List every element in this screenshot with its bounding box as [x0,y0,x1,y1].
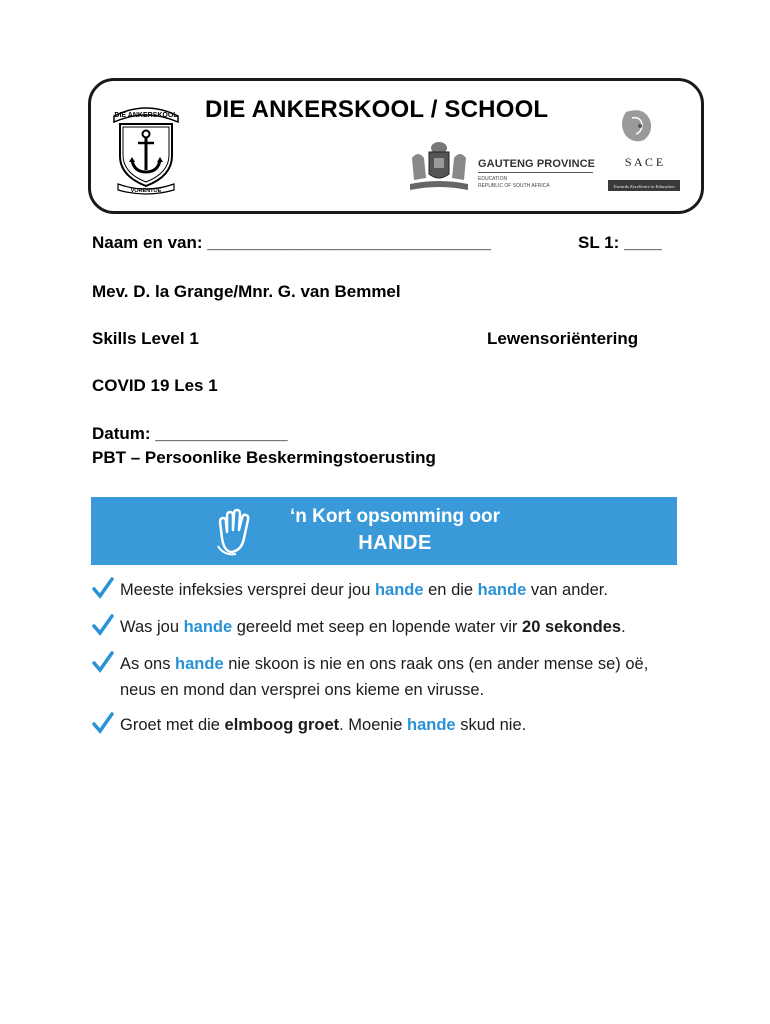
highlight-word: hande [183,618,233,636]
highlight-word: hande [374,581,424,599]
crest-bottom-text: VORENTOE [130,188,162,194]
coat-of-arms-logo [404,140,474,192]
list-item [92,614,692,640]
sace-name-text: S A C E [624,155,664,169]
bold-phrase: elmboog groet [224,716,340,734]
bold-phrase: 20 sekondes [522,618,622,636]
banner-line-2: HANDE [358,532,432,554]
gauteng-divider [478,172,593,173]
sl-field-label: SL 1: ____ [578,233,662,252]
hand-icon [214,508,256,558]
checkmark-icon [92,614,114,636]
checkmark-icon [92,651,114,673]
list-item [92,577,692,603]
banner-line-1: ‘n Kort opsomming oor [289,506,501,527]
highlight-word: hande [407,716,456,734]
checkmark-icon [92,577,114,599]
list-item-text: As ons hande nie skoon is nie en ons raak ons (en ander mense se) oë, neus en mond dan versprei ons kieme en virusse. [120,655,649,699]
gauteng-logo [478,158,595,189]
subject: Lewensoriëntering [487,329,639,348]
school-crest-logo [108,96,184,196]
list-item [92,712,692,738]
highlight-word: hande [477,581,527,599]
school-title: DIE ANKERSKOOL / SCHOOL [205,96,549,123]
list-item [92,651,692,703]
list-item-text: Was jou hande gereeld met seep en lopende water vir 20 sekondes. [120,618,626,636]
ppe-heading: PBT – Persoonlike Beskermingstoerusting [92,448,436,467]
banner-title [280,504,510,556]
date-field-label: Datum: ______________ [92,424,288,443]
lesson-title: COVID 19 Les 1 [92,376,218,395]
crest-top-text: DIE ANKERSKOOL [114,112,178,119]
sace-tagline-text: Towards Excellence in Education [613,184,675,189]
teachers-line: Mev. D. la Grange/Mnr. G. van Bemmel [92,282,401,301]
gauteng-education-text: EDUCATION [478,176,508,182]
list-item-text: Meeste infeksies versprei deur jou hande en die hande van ander. [120,581,608,599]
skills-level: Skills Level 1 [92,329,199,348]
list-item-text: Groet met die elmboog groet. Moenie hande skud nie. [120,716,527,734]
highlight-word: hande [175,655,224,673]
gauteng-country-text: REPUBLIC OF SOUTH AFRICA [478,183,550,189]
name-field-label: Naam en van: ______________________________ [92,233,491,252]
gauteng-province-text: GAUTENG PROVINCE [478,158,596,170]
sace-logo [604,108,684,194]
checkmark-icon [92,712,114,734]
